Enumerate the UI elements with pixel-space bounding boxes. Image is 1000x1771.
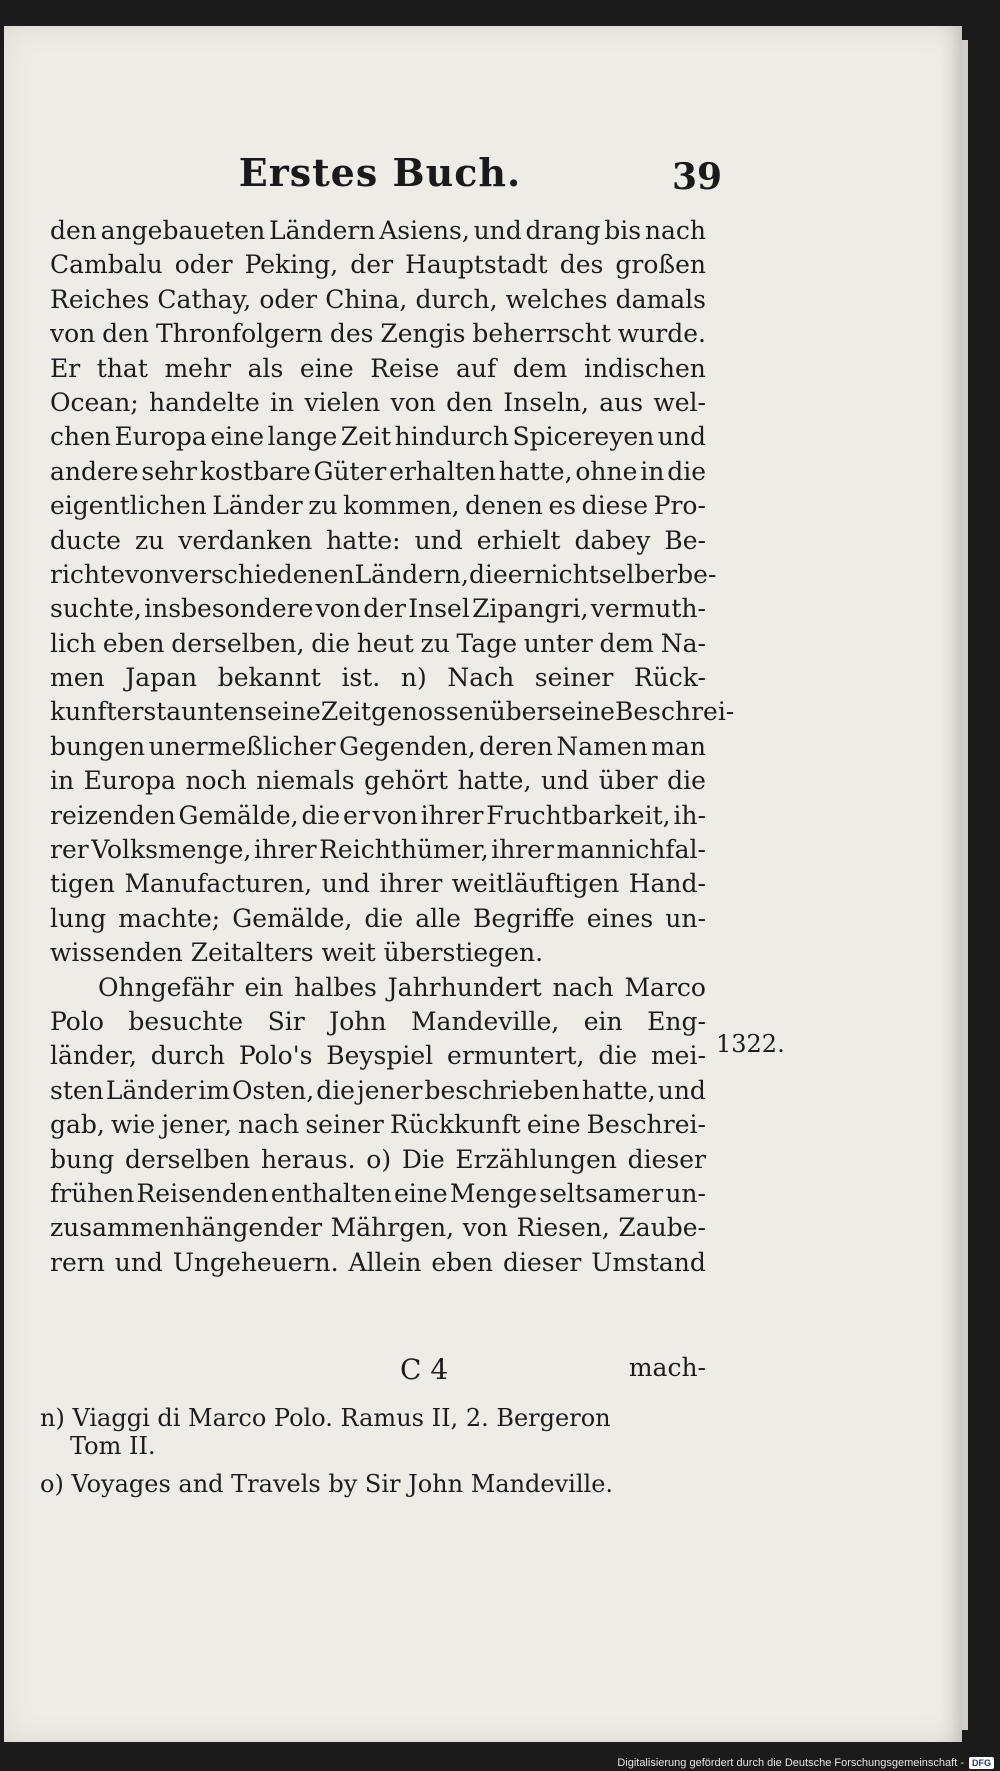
text-line: wissenden Zeitalters weit überstiegen. bbox=[50, 938, 544, 968]
text-line: richte von verschiedenen Ländern, die er nicht selber be- bbox=[50, 559, 717, 589]
footnote-o bbox=[40, 1470, 700, 1498]
text-line: reizenden Gemälde, die er von ihrer Fruchtbarkeit, ih- bbox=[50, 800, 706, 830]
text-line: ducte zu verdanken hatte: und erhielt dabey Be- bbox=[50, 525, 706, 555]
text-line: zusammenhängender Mährgen, von Riesen, Zaube- bbox=[50, 1213, 706, 1243]
text-line: frühen Reisenden enthalten eine Menge seltsamer un- bbox=[50, 1178, 706, 1208]
text-line: chen Europa eine lange Zeit hindurch Spicereyen und bbox=[50, 422, 706, 452]
dfg-logo-icon: DFG bbox=[969, 1757, 994, 1769]
text-line: bungen unermeßlicher Gegenden, deren Namen man bbox=[50, 731, 706, 761]
text-line: Er that mehr als eine Reise auf dem indischen bbox=[50, 353, 706, 383]
footnotes bbox=[40, 1404, 700, 1508]
digitization-credit bbox=[617, 1757, 994, 1769]
text-line: suchte, insbesondere von der Insel Zipangri, vermuth- bbox=[50, 594, 706, 624]
text-line: länder, durch Polo's Beyspiel ermuntert, die mei- bbox=[50, 1041, 706, 1071]
text-line: Ohngefähr ein halbes Jahrhundert nach Marco bbox=[98, 972, 706, 1002]
page-edge bbox=[962, 40, 968, 1730]
text-line: rern und Ungeheuern. Allein eben dieser Umstand bbox=[50, 1247, 706, 1277]
running-header: Erstes Buch. bbox=[238, 150, 522, 195]
footnote-n bbox=[40, 1404, 700, 1460]
credit-text: Digitalisierung gefördert durch die Deutsche Forschungsgemeinschaft - bbox=[617, 1757, 964, 1769]
text-line: rer Volksmenge, ihrer Reichthümer, ihrer mannichfal- bbox=[50, 835, 706, 865]
text-line: eigentlichen Länder zu kommen, denen es diese Pro- bbox=[50, 491, 706, 521]
text-line: Ocean; handelte in vielen von den Inseln, aus wel- bbox=[50, 387, 706, 417]
catchword: mach- bbox=[628, 1353, 706, 1382]
text-line: lung machte; Gemälde, die alle Begriffe eines un- bbox=[50, 903, 706, 933]
text-line: andere sehr kostbare Güter erhalten hatte, ohne in die bbox=[50, 456, 706, 486]
text-line: Polo besuchte Sir John Mandeville, ein Eng- bbox=[50, 1006, 706, 1036]
signature-mark: C 4 bbox=[400, 1353, 449, 1386]
text-line: gab, wie jener, nach seiner Rückkunft eine Beschrei- bbox=[50, 1110, 706, 1140]
text-line: den angebaueten Ländern Asiens, und drang bis nach bbox=[50, 216, 706, 245]
text-line: bung derselben heraus. o) Die Erzählungen dieser bbox=[50, 1144, 706, 1174]
footnote-text: n) Viaggi di Marco Polo. Ramus II, 2. Bergeron bbox=[40, 1404, 611, 1432]
page-number: 39 bbox=[672, 156, 723, 198]
text-line: lich eben derselben, die heut zu Tage unter dem Na- bbox=[50, 628, 706, 658]
text-line: in Europa noch niemals gehört hatte, und über die bbox=[50, 766, 706, 796]
text-line: von den Thronfolgern des Zengis beherrscht wurde. bbox=[50, 319, 706, 349]
text-line: sten Länder im Osten, die jener beschrieben hatte, und bbox=[50, 1075, 706, 1105]
margin-date-note: 1322. bbox=[716, 1030, 785, 1058]
footnote-text: Tom II. bbox=[70, 1432, 156, 1460]
text-line: tigen Manufacturen, und ihrer weitläuftigen Hand- bbox=[50, 869, 706, 899]
body-text bbox=[50, 214, 735, 1280]
text-line: kunft erstaunten seine Zeitgenossen über seine Beschrei- bbox=[50, 697, 735, 727]
text-line: Cambalu oder Peking, der Hauptstadt des großen bbox=[50, 250, 706, 280]
text-line: Reiches Cathay, oder China, durch, welches damals bbox=[50, 284, 706, 314]
text-line: men Japan bekannt ist. n) Nach seiner Rück- bbox=[50, 663, 706, 693]
signature-line bbox=[50, 1353, 706, 1389]
footnote-text: o) Voyages and Travels by Sir John Mandeville. bbox=[40, 1470, 614, 1498]
